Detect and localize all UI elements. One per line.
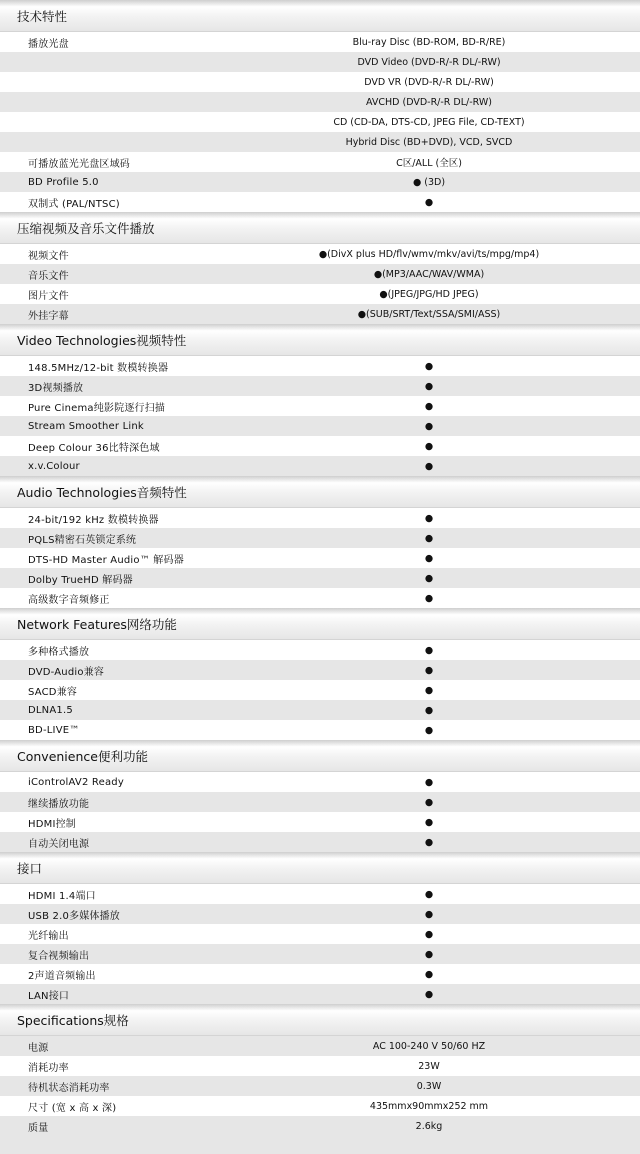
spec-label: 图片文件 (28, 290, 69, 302)
check-dot: ● (424, 592, 434, 604)
section-convenience (0, 740, 640, 852)
spec-label: Dolby TrueHD 解码器 (28, 574, 133, 586)
spec-row (0, 792, 640, 812)
spec-row (0, 32, 640, 52)
spec-row (0, 548, 640, 568)
spec-label: 多种格式播放 (28, 646, 90, 658)
spec-label: PQLS精密石英锁定系统 (28, 534, 137, 546)
spec-value: DVD Video (DVD-R/-R DL/-RW) (357, 56, 501, 68)
spec-row (0, 660, 640, 680)
spec-row (0, 1076, 640, 1096)
section-title: 技术特性 (0, 0, 640, 32)
spec-row (0, 588, 640, 608)
check-dot: ● (424, 724, 434, 736)
spec-row (0, 304, 640, 324)
spec-value: CD (CD-DA, DTS-CD, JPEG File, CD-TEXT) (333, 116, 525, 128)
spec-label: 自动关闭电源 (28, 838, 90, 850)
spec-row (0, 92, 640, 112)
spec-label: BD Profile 5.0 (28, 176, 99, 188)
check-dot: ● (424, 908, 434, 920)
spec-value: Blu-ray Disc (BD-ROM, BD-R/RE) (352, 36, 506, 48)
check-dot: ● (424, 440, 434, 452)
spec-label: DVD-Audio兼容 (28, 666, 105, 678)
check-dot: ● (424, 420, 434, 432)
spec-row (0, 152, 640, 172)
spec-label: 24-bit/192 kHz 数模转换器 (28, 514, 159, 526)
spec-label: LAN接口 (28, 990, 70, 1002)
spec-value: Hybrid Disc (BD+DVD), VCD, SVCD (345, 136, 513, 148)
spec-row (0, 172, 640, 192)
spec-row (0, 132, 640, 152)
check-dot: ● (424, 664, 434, 676)
spec-row (0, 944, 640, 964)
check-dot: ● (424, 968, 434, 980)
spec-row (0, 376, 640, 396)
spec-value: ●(DivX plus HD/flv/wmv/mkv/avi/ts/mpg/mp4) (318, 248, 540, 260)
check-dot: ● (424, 948, 434, 960)
check-dot: ● (424, 888, 434, 900)
spec-row (0, 1036, 640, 1056)
spec-row (0, 924, 640, 944)
spec-value: 2.6kg (415, 1120, 443, 1132)
spec-value: C区/ALL (全区) (396, 158, 462, 169)
spec-row (0, 1056, 640, 1076)
spec-row (0, 640, 640, 660)
check-dot: ● (424, 988, 434, 1000)
check-dot: ● (424, 572, 434, 584)
section-media-playback (0, 212, 640, 324)
check-dot: ● (424, 836, 434, 848)
spec-row (0, 284, 640, 304)
section-title: Convenience便利功能 (0, 740, 640, 772)
check-dot: ● (424, 400, 434, 412)
check-dot: ● (424, 460, 434, 472)
spec-label: SACD兼容 (28, 686, 78, 698)
spec-label: 音乐文件 (28, 270, 69, 282)
spec-row (0, 812, 640, 832)
spec-row (0, 964, 640, 984)
spec-label: Stream Smoother Link (28, 420, 144, 432)
spec-row (0, 984, 640, 1004)
spec-label: 3D视频播放 (28, 382, 84, 394)
spec-row (0, 244, 640, 264)
spec-label: DLNA1.5 (28, 704, 73, 716)
spec-row (0, 720, 640, 740)
spec-row (0, 456, 640, 476)
section-tech-features (0, 0, 640, 212)
spec-row (0, 528, 640, 548)
check-dot: ● (424, 532, 434, 544)
spec-label: HDMI控制 (28, 818, 76, 830)
spec-label: 148.5MHz/12-bit 数模转换器 (28, 362, 169, 374)
spec-row (0, 112, 640, 132)
check-dot: ● (424, 816, 434, 828)
section-title: Audio Technologies音频特性 (0, 476, 640, 508)
spec-value: ●(MP3/AAC/WAV/WMA) (373, 268, 485, 280)
check-dot: ● (424, 512, 434, 524)
spec-label: 电源 (28, 1042, 49, 1054)
spec-label: Deep Colour 36比特深色域 (28, 442, 160, 454)
check-dot: ● (424, 684, 434, 696)
spec-row (0, 396, 640, 416)
spec-row (0, 1096, 640, 1116)
spec-row (0, 508, 640, 528)
spec-row (0, 436, 640, 456)
spec-row (0, 904, 640, 924)
spec-label: DTS-HD Master Audio™ 解码器 (28, 554, 184, 566)
spec-row (0, 356, 640, 376)
spec-value: AC 100-240 V 50/60 HZ (372, 1040, 486, 1052)
spec-row (0, 264, 640, 284)
spec-label: 待机状态消耗功率 (28, 1082, 110, 1094)
check-dot: ● (424, 796, 434, 808)
spec-value: 435mmx90mmx252 mm (369, 1100, 489, 1112)
spec-value: 23W (418, 1060, 440, 1072)
spec-row (0, 832, 640, 852)
spec-value: ●(SUB/SRT/Text/SSA/SMI/ASS) (357, 308, 501, 320)
section-title: 压缩视频及音乐文件播放 (0, 212, 640, 244)
spec-label: 双制式 (PAL/NTSC) (28, 198, 120, 210)
section-specifications (0, 1004, 640, 1136)
section-interfaces (0, 852, 640, 1004)
spec-label: Pure Cinema纯影院逐行扫描 (28, 402, 166, 414)
check-dot: ● (424, 928, 434, 940)
spec-value: ● (424, 196, 434, 208)
spec-value: ● (3D) (412, 176, 446, 188)
check-dot: ● (424, 704, 434, 716)
spec-row (0, 1116, 640, 1136)
section-video-technologies (0, 324, 640, 476)
spec-row (0, 192, 640, 212)
spec-label: iControlAV2 Ready (28, 776, 124, 788)
spec-value: DVD VR (DVD-R/-R DL/-RW) (364, 76, 494, 88)
spec-label: x.v.Colour (28, 460, 80, 472)
check-dot: ● (424, 776, 434, 788)
section-network-features (0, 608, 640, 740)
spec-row (0, 72, 640, 92)
spec-row (0, 884, 640, 904)
spec-label: 播放光盘 (28, 38, 69, 50)
spec-row (0, 772, 640, 792)
section-title: Specifications规格 (0, 1004, 640, 1036)
spec-label: HDMI 1.4端口 (28, 890, 96, 902)
spec-row (0, 700, 640, 720)
spec-value: AVCHD (DVD-R/-R DL/-RW) (365, 96, 492, 108)
table-footer-band (0, 1136, 640, 1154)
spec-label: 尺寸 (宽 x 高 x 深) (28, 1102, 117, 1114)
spec-label: 消耗功率 (28, 1062, 69, 1074)
spec-label: 复合视频输出 (28, 950, 90, 962)
spec-label: BD-LIVE™ (28, 724, 80, 736)
spec-label: 继续播放功能 (28, 798, 90, 810)
spec-value: ●(JPEG/JPG/HD JPEG) (379, 288, 479, 300)
spec-label: 光纤输出 (28, 930, 69, 942)
spec-label: 可播放蓝光光盘区域码 (28, 158, 130, 170)
spec-label: 视频文件 (28, 250, 69, 262)
spec-value: 0.3W (416, 1080, 442, 1092)
section-title: Video Technologies视频特性 (0, 324, 640, 356)
spec-label: 外挂字幕 (28, 310, 69, 322)
spec-label: USB 2.0多媒体播放 (28, 910, 121, 922)
section-title: 接口 (0, 852, 640, 884)
spec-label: 质量 (28, 1122, 49, 1134)
check-dot: ● (424, 644, 434, 656)
spec-label: 高级数字音频修正 (28, 594, 110, 606)
check-dot: ● (424, 360, 434, 372)
spec-row (0, 568, 640, 588)
spec-row (0, 680, 640, 700)
section-title: Network Features网络功能 (0, 608, 640, 640)
check-dot: ● (424, 552, 434, 564)
spec-row (0, 416, 640, 436)
spec-label: 2声道音频输出 (28, 970, 96, 982)
section-audio-technologies (0, 476, 640, 608)
check-dot: ● (424, 380, 434, 392)
spec-row (0, 52, 640, 72)
